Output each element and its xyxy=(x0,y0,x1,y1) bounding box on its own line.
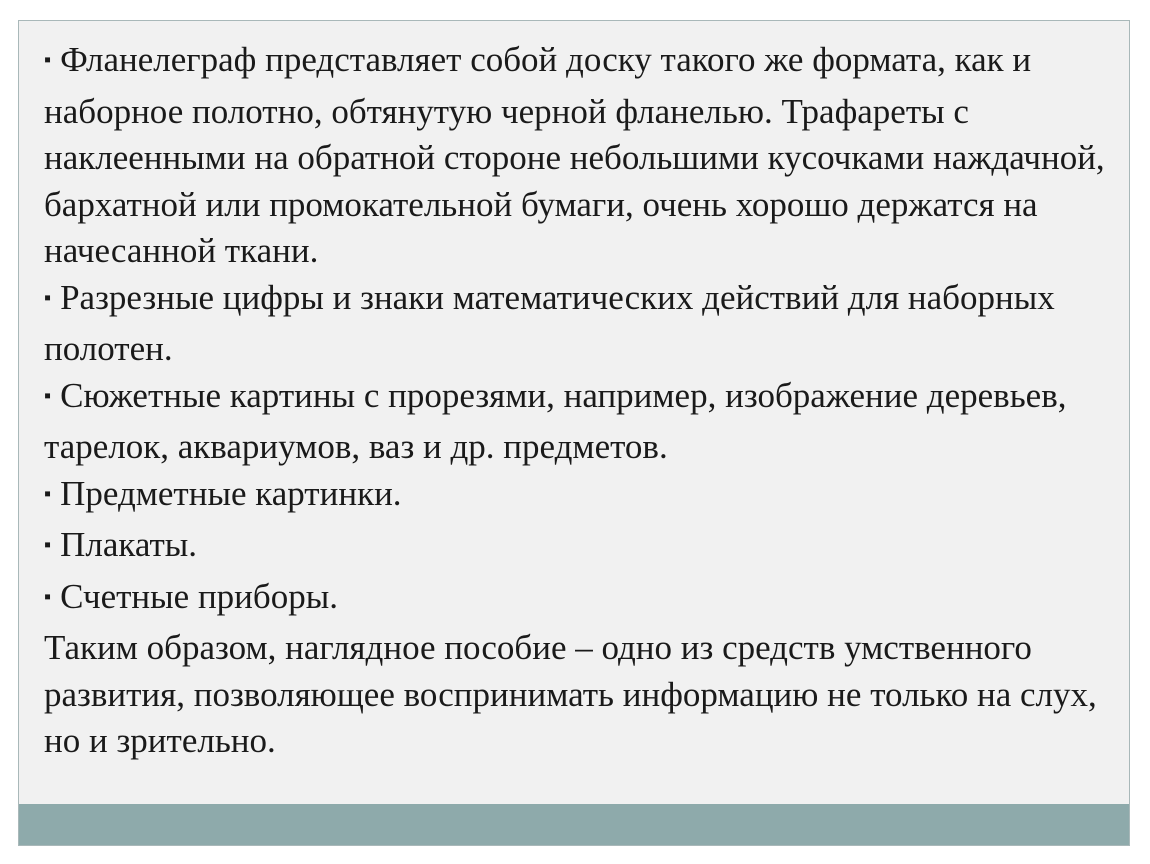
bullet-icon: ▪ xyxy=(44,534,52,556)
bullet-icon: ▪ xyxy=(44,286,52,309)
bullet-item-flannelgraph xyxy=(44,37,1114,275)
bullet-item-story-pictures xyxy=(44,373,1114,471)
bullet-item-counting-devices xyxy=(44,574,1114,626)
slide-content xyxy=(44,37,1114,765)
bullet-item-cut-digits xyxy=(44,275,1114,373)
bullet-text: Сюжетные картины с прорезями, например, изображение деревьев, тарелок, аквариумов, ваз и др. предметов. xyxy=(44,375,1067,466)
bullet-text: Счетные приборы. xyxy=(60,576,338,616)
bullet-item-posters xyxy=(44,522,1114,574)
bullet-icon: ▪ xyxy=(44,585,52,608)
bullet-text: Плакаты. xyxy=(60,525,198,564)
bullet-item-object-pictures xyxy=(44,471,1114,523)
bullet-text: Фланелеграф представляет собой доску такого же формата, как и наборное полотно, обтянутую черной фланелью. Трафареты с наклеенными на обратной стороне небольшими кусочками наждачной, бархатной или промокательной бумаги, очень хорошо держатся на начесанной ткани. xyxy=(44,40,1105,270)
bullet-text: Разрезные цифры и знаки математических действий для наборных полотен. xyxy=(44,277,1055,368)
bullet-icon: ▪ xyxy=(44,384,52,407)
slide-frame xyxy=(18,20,1130,846)
footer-bar xyxy=(19,804,1129,845)
bullet-icon: ▪ xyxy=(44,482,52,505)
bullet-icon: ▪ xyxy=(44,49,52,71)
conclusion-paragraph: Таким образом, наглядное пособие – одно из средств умственного развития, позволяющее воспринимать информацию не только на слух, но и зрительно. xyxy=(44,628,1097,760)
bullet-text: Предметные картинки. xyxy=(60,473,402,513)
